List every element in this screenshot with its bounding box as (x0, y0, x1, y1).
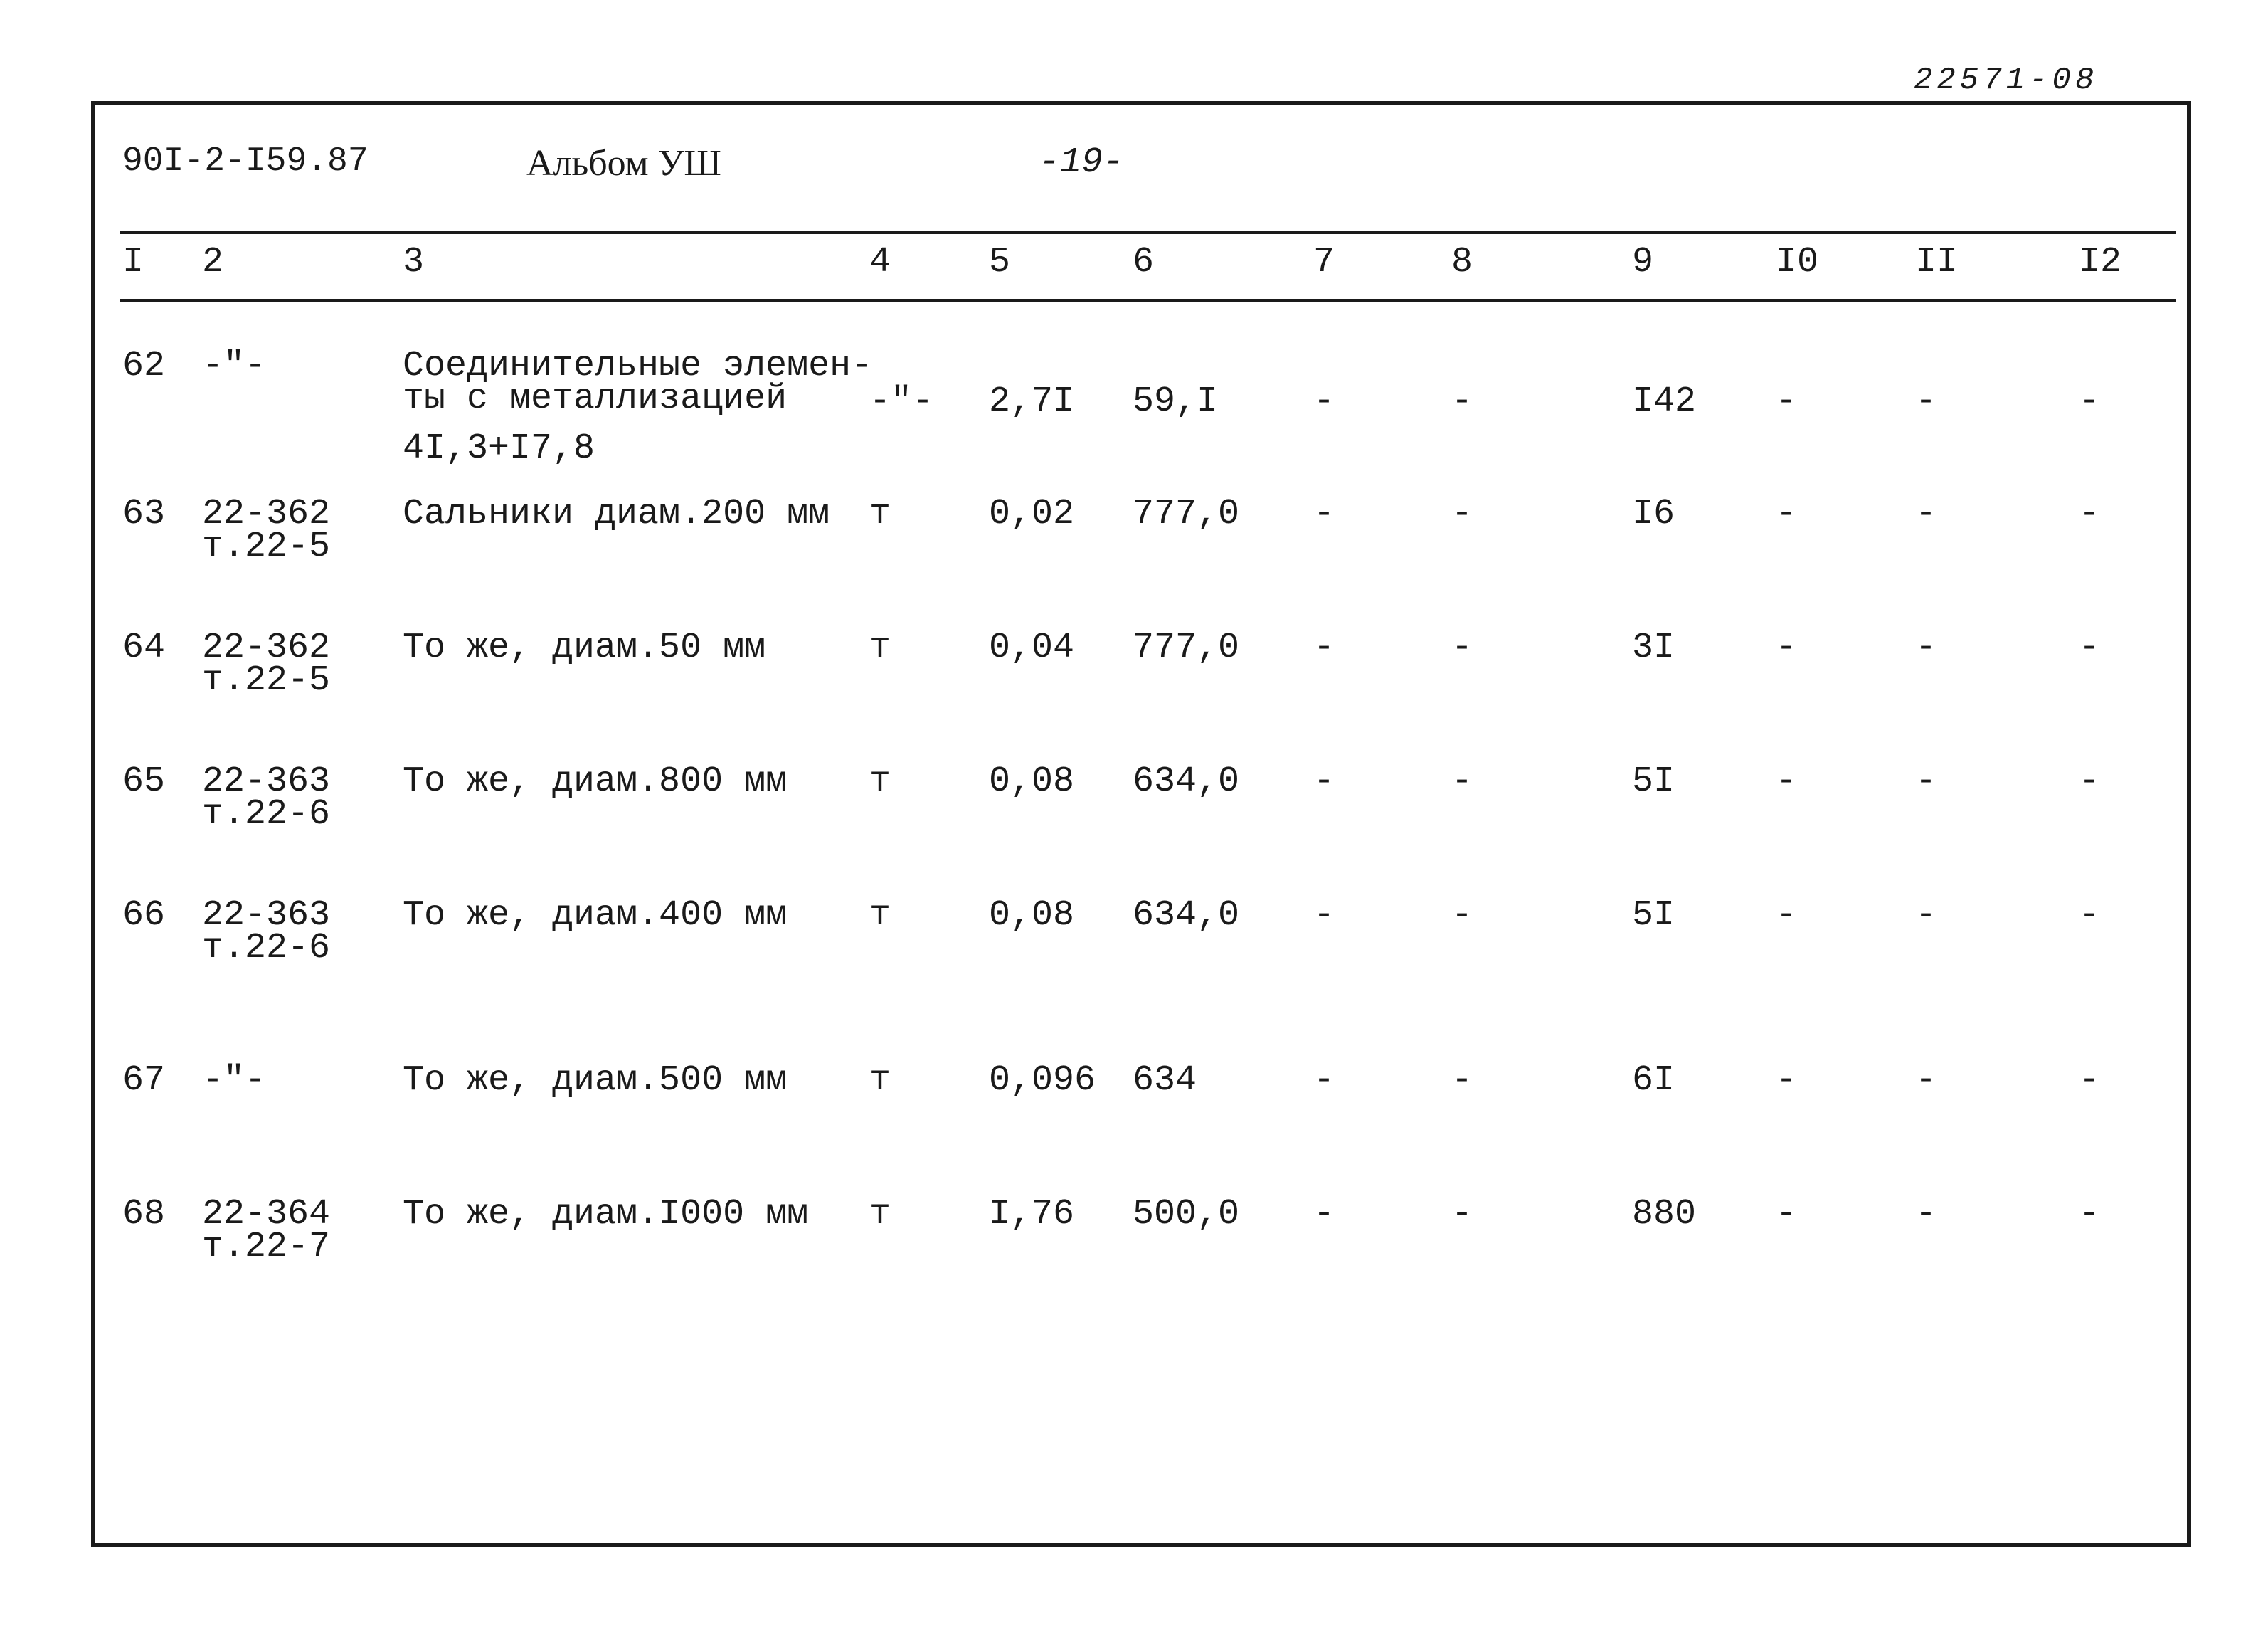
page-frame (91, 101, 2191, 1547)
row-reference: т.22-5 (202, 660, 331, 701)
row-cell-col-5: 0,02 (989, 494, 1075, 534)
row-cell-col-7: - (1313, 761, 1335, 802)
column-header-9: 9 (1632, 242, 1654, 282)
row-cell-col-6: 634,0 (1133, 761, 1240, 802)
row-cell-col-12: - (2079, 761, 2101, 802)
row-cell-col-11: - (1915, 761, 1937, 802)
row-reference: -"- (202, 1060, 267, 1101)
row-cell-col-9: 880 (1632, 1194, 1697, 1235)
row-cell-col-5: I,76 (989, 1194, 1075, 1235)
row-cell-col-11: - (1915, 628, 1937, 668)
row-number: 63 (122, 494, 166, 534)
row-unit: т (869, 1194, 891, 1235)
row-cell-col-8: - (1451, 494, 1473, 534)
column-header-1: I (122, 242, 144, 282)
row-reference: 22-362 (202, 494, 331, 534)
row-cell-col-7: - (1313, 1194, 1335, 1235)
row-unit: т (869, 761, 891, 802)
row-cell-col-10: - (1776, 895, 1798, 936)
row-cell-col-5: 2,7I (989, 381, 1075, 422)
column-header-4: 4 (869, 242, 891, 282)
column-header-11: II (1915, 242, 1959, 282)
row-cell-col-6: 777,0 (1133, 628, 1240, 668)
row-cell-col-11: - (1915, 1194, 1937, 1235)
row-description: То же, диам.400 мм (403, 895, 788, 936)
row-number: 65 (122, 761, 166, 802)
row-cell-col-10: - (1776, 494, 1798, 534)
row-description: 4I,3+I7,8 (403, 428, 595, 469)
project-code: 90I-2-I59.87 (122, 142, 369, 181)
row-cell-col-5: 0,096 (989, 1060, 1096, 1101)
row-cell-col-8: - (1451, 1060, 1473, 1101)
row-cell-col-9: 5I (1632, 895, 1675, 936)
row-cell-col-7: - (1313, 895, 1335, 936)
row-reference: т.22-6 (202, 928, 331, 968)
column-header-2: 2 (202, 242, 224, 282)
row-unit: т (869, 1060, 891, 1101)
row-description: Соединительные элемен- (403, 346, 873, 386)
row-cell-col-9: I42 (1632, 381, 1697, 422)
document-code-corner: 22571-08 (1914, 63, 2099, 98)
row-cell-col-10: - (1776, 1060, 1798, 1101)
row-reference: 22-362 (202, 628, 331, 668)
row-cell-col-5: 0,08 (989, 761, 1075, 802)
row-cell-col-12: - (2079, 381, 2101, 422)
row-cell-col-5: 0,08 (989, 895, 1075, 936)
row-cell-col-12: - (2079, 1060, 2101, 1101)
row-cell-col-6: 59,I (1133, 381, 1219, 422)
row-unit: т (869, 628, 891, 668)
row-description: ты с металлизацией (403, 379, 788, 419)
row-cell-col-7: - (1313, 628, 1335, 668)
row-cell-col-11: - (1915, 381, 1937, 422)
row-cell-col-11: - (1915, 1060, 1937, 1101)
row-cell-col-9: 3I (1632, 628, 1675, 668)
row-description: То же, диам.500 мм (403, 1060, 788, 1101)
row-reference: 22-363 (202, 761, 331, 802)
row-number: 66 (122, 895, 166, 936)
column-header-10: I0 (1776, 242, 1819, 282)
row-reference: т.22-5 (202, 527, 331, 567)
row-cell-col-11: - (1915, 895, 1937, 936)
row-cell-col-7: - (1313, 381, 1335, 422)
row-cell-col-6: 500,0 (1133, 1194, 1240, 1235)
row-cell-col-6: 634 (1133, 1060, 1197, 1101)
row-unit: т (869, 895, 891, 936)
row-reference: -"- (202, 346, 267, 386)
row-cell-col-10: - (1776, 628, 1798, 668)
row-cell-col-8: - (1451, 628, 1473, 668)
column-header-5: 5 (989, 242, 1011, 282)
row-cell-col-9: 6I (1632, 1060, 1675, 1101)
row-cell-col-8: - (1451, 1194, 1473, 1235)
row-unit: -"- (869, 381, 934, 422)
row-cell-col-11: - (1915, 494, 1937, 534)
row-cell-col-12: - (2079, 628, 2101, 668)
row-cell-col-8: - (1451, 761, 1473, 802)
row-cell-col-7: - (1313, 494, 1335, 534)
row-description: То же, диам.I000 мм (403, 1194, 809, 1235)
row-description: То же, диам.50 мм (403, 628, 766, 668)
row-cell-col-10: - (1776, 1194, 1798, 1235)
row-cell-col-7: - (1313, 1060, 1335, 1101)
column-header-3: 3 (403, 242, 425, 282)
row-description: Сальники диам.200 мм (403, 494, 830, 534)
row-number: 68 (122, 1194, 166, 1235)
page-number: -19- (1039, 142, 1125, 183)
row-reference: 22-364 (202, 1194, 331, 1235)
row-cell-col-5: 0,04 (989, 628, 1075, 668)
row-number: 67 (122, 1060, 166, 1101)
row-reference: т.22-6 (202, 794, 331, 835)
row-description: То же, диам.800 мм (403, 761, 788, 802)
row-cell-col-12: - (2079, 895, 2101, 936)
row-cell-col-12: - (2079, 1194, 2101, 1235)
row-cell-col-9: I6 (1632, 494, 1675, 534)
row-cell-col-12: - (2079, 494, 2101, 534)
row-cell-col-10: - (1776, 381, 1798, 422)
row-reference: т.22-7 (202, 1227, 331, 1267)
row-cell-col-6: 634,0 (1133, 895, 1240, 936)
row-unit: т (869, 494, 891, 534)
column-header-8: 8 (1451, 242, 1473, 282)
table-header-top-rule (120, 231, 2176, 234)
row-cell-col-10: - (1776, 761, 1798, 802)
row-number: 64 (122, 628, 166, 668)
row-cell-col-9: 5I (1632, 761, 1675, 802)
row-reference: 22-363 (202, 895, 331, 936)
row-cell-col-8: - (1451, 895, 1473, 936)
album-label: Альбом УШ (526, 143, 721, 184)
row-number: 62 (122, 346, 166, 386)
row-cell-col-6: 777,0 (1133, 494, 1240, 534)
row-cell-col-8: - (1451, 381, 1473, 422)
table-header-bottom-rule (120, 299, 2176, 302)
column-header-6: 6 (1133, 242, 1155, 282)
column-header-12: I2 (2079, 242, 2122, 282)
column-header-7: 7 (1313, 242, 1335, 282)
